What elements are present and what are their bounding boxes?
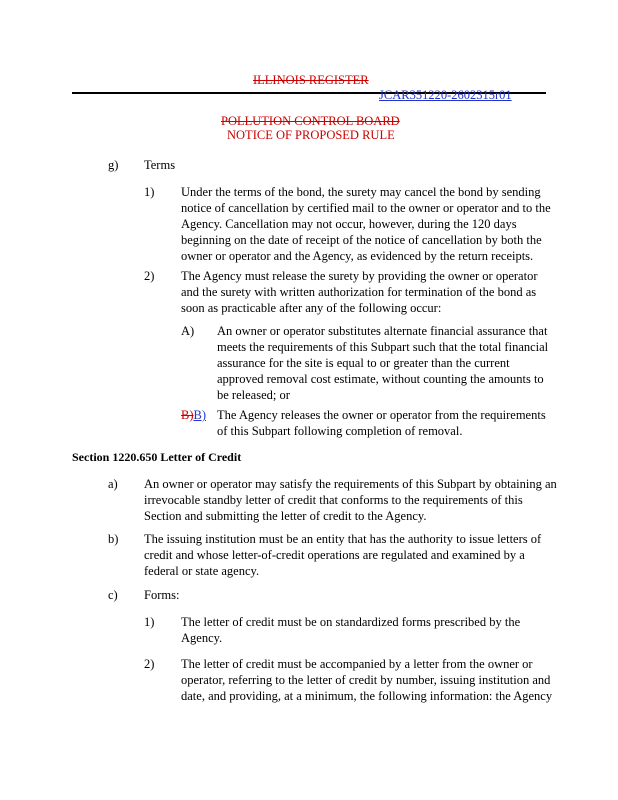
jcar-link[interactable]: JCAR351220-2602315r01	[379, 88, 512, 102]
text-line: soon as practicable after any of the following occur:	[181, 301, 442, 315]
gB-marker	[181, 407, 206, 423]
text-line: of this Subpart following completion of removal.	[217, 424, 463, 438]
b-marker: b)	[108, 532, 119, 546]
text-line: Agency. Cancellation may not occur, however, during the 120 days	[181, 217, 517, 231]
text-line: The letter of credit must be accompanied by a letter from the owner or	[181, 657, 533, 671]
g2-marker: 2)	[144, 269, 155, 283]
text-line: beginning on the date of receipt of the notice of cancellation by both the	[181, 233, 542, 247]
text-line: irrevocable standby letter of credit that conforms to the requirements of this	[144, 493, 523, 507]
gB-text	[217, 407, 546, 439]
text-line: Section and submitting the letter of credit to the Agency.	[144, 509, 427, 523]
g-title: Terms	[144, 158, 176, 172]
a-text	[144, 476, 557, 524]
text-line: operator, referring to the letter of credit by number, issuing institution and	[181, 673, 551, 687]
board-title: POLLUTION CONTROL BOARD	[221, 114, 400, 128]
text-line: federal or state agency.	[144, 564, 260, 578]
text-line: date, and providing, at a minimum, the following information: the Agency	[181, 689, 553, 703]
text-line: owner or operator and the Agency, as evidenced by the return receipts.	[181, 249, 534, 263]
gB-marker-deleted: B)	[181, 408, 194, 422]
c-marker: c)	[108, 588, 118, 602]
gA-text	[217, 323, 548, 403]
text-line: An owner or operator may satisfy the requirements of this Subpart by obtaining an	[144, 477, 557, 491]
g2-text	[181, 268, 538, 316]
a-marker: a)	[108, 477, 118, 491]
gA-marker: A)	[181, 324, 195, 338]
text-line: The Agency releases the owner or operator from the requirements	[217, 408, 546, 422]
g1-marker: 1)	[144, 185, 155, 199]
text-line: assurance for the site is equal to or greater than the current	[217, 356, 510, 370]
gB-marker-inserted: B)	[193, 408, 206, 422]
c2-text	[181, 656, 552, 704]
b-text	[144, 531, 541, 579]
text-line: meets the requirements of this Subpart such that the total financial	[217, 340, 549, 354]
register-title: ILLINOIS REGISTER	[253, 73, 369, 87]
c1-marker: 1)	[144, 615, 155, 629]
text-line: The issuing institution must be an entity that has the authority to issue letters of	[144, 532, 542, 546]
text-line: credit and whose letter-of-credit operations are regulated and examined by a	[144, 548, 525, 562]
notice-title: NOTICE OF PROPOSED RULE	[227, 128, 395, 142]
g1-text	[181, 184, 551, 264]
section-heading: Section 1220.650 Letter of Credit	[72, 450, 242, 464]
text-line: An owner or operator substitutes alternate financial assurance that	[217, 324, 548, 338]
text-line: and the surety with written authorization for termination of the bond as	[181, 285, 537, 299]
text-line: approved removal cost estimate, without counting the amounts to	[217, 372, 544, 386]
text-line: The Agency must release the surety by providing the owner or operator	[181, 269, 538, 283]
c-title: Forms:	[144, 588, 180, 602]
g-marker: g)	[108, 158, 119, 172]
text-line: The letter of credit must be on standardized forms prescribed by the	[181, 615, 521, 629]
c1-text	[181, 614, 520, 646]
text-line: Under the terms of the bond, the surety may cancel the bond by sending	[181, 185, 541, 199]
text-line: Agency.	[181, 631, 223, 645]
text-line: notice of cancellation by certified mail to the owner or operator and to the	[181, 201, 551, 215]
text-line: be released; or	[217, 388, 290, 402]
c2-marker: 2)	[144, 657, 155, 671]
